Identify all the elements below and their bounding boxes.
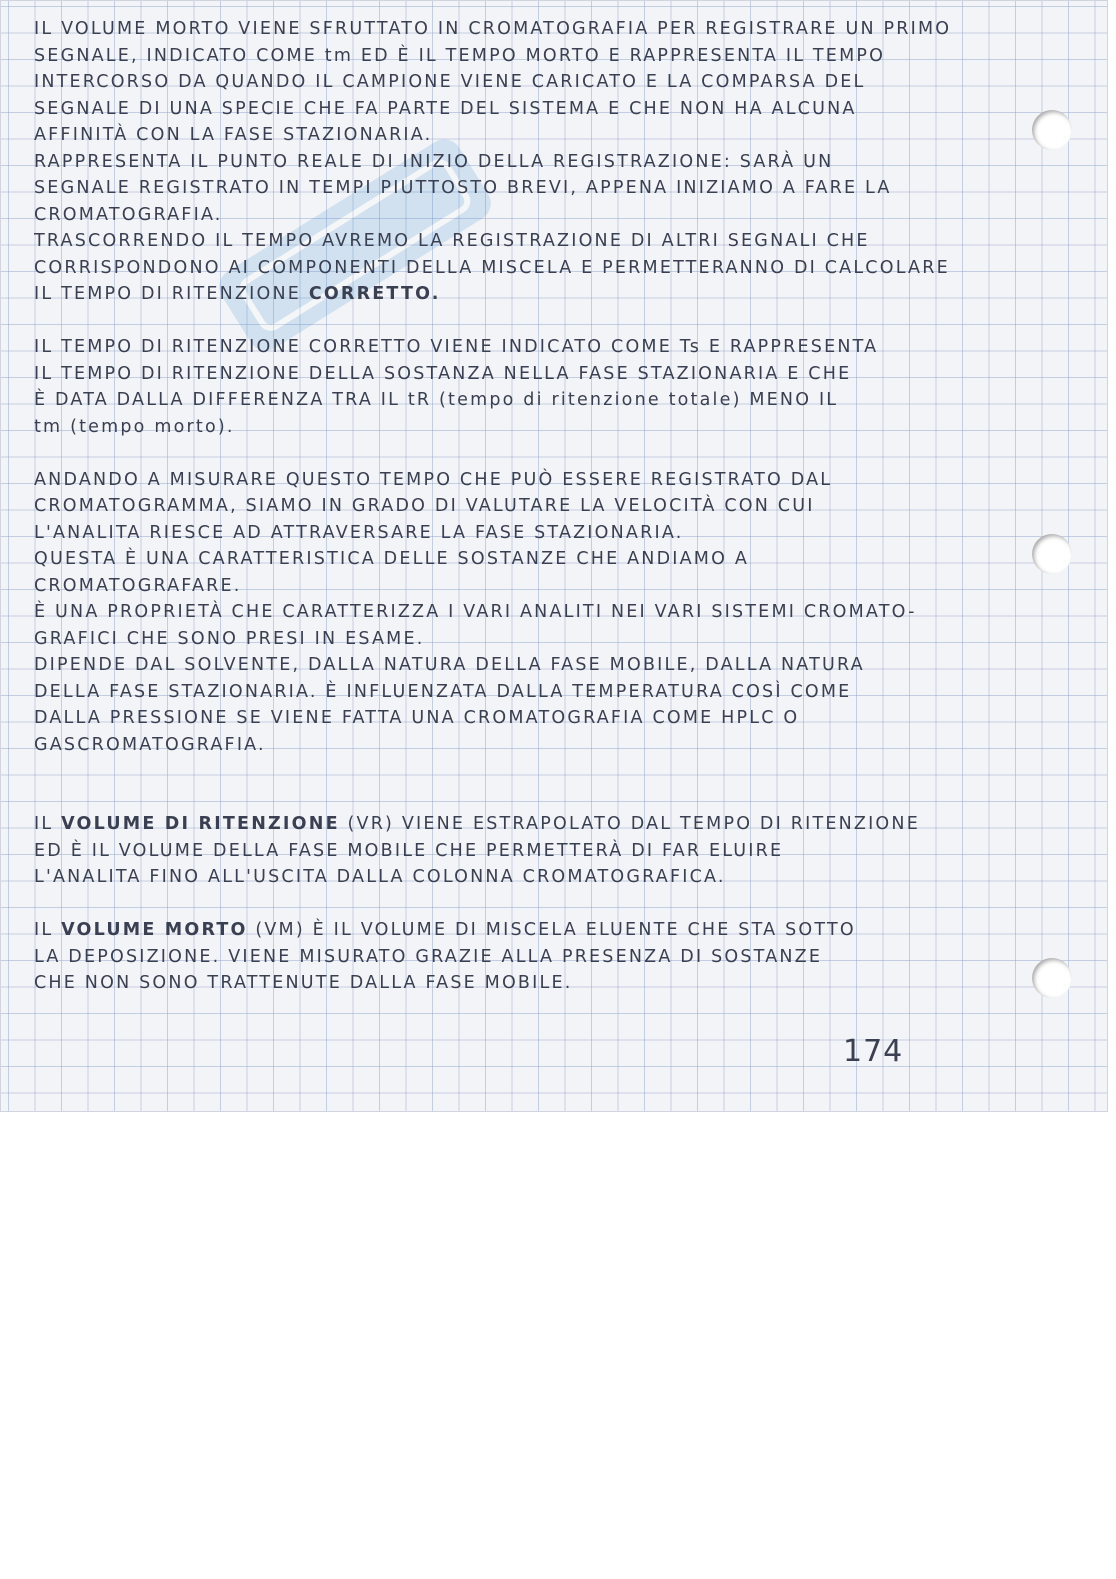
text-line: SEGNALE REGISTRATO IN TEMPI PIUTTOSTO BREVI, APPENA INIZIAMO A FARE LA (34, 178, 892, 198)
text-segment: IL (34, 920, 62, 940)
binder-hole (1032, 110, 1072, 150)
text-segment: (VR) VIENE ESTRAPOLATO DAL TEMPO DI RITENZIONE (339, 814, 920, 834)
binder-hole (1032, 958, 1072, 998)
paragraph-dead-volume-definition (34, 917, 1064, 997)
handwritten-notes (34, 16, 1064, 997)
paragraph-retention-volume (34, 811, 1064, 891)
text-line: LA DEPOSIZIONE. VIENE MISURATO GRAZIE ALLA PRESENZA DI SOSTANZE (34, 946, 823, 967)
text-line: L'ANALITA FINO ALL'USCITA DALLA COLONNA CROMATOGRAFICA. (34, 867, 726, 887)
paragraph-other-signals (34, 228, 1064, 308)
text-line: GASCROMATOGRAFIA. (34, 734, 266, 755)
text-line: IL TEMPO DI RITENZIONE DELLA SOSTANZA NELLA FASE STAZIONARIA E CHE (34, 363, 852, 384)
text-line (34, 811, 1064, 838)
text-line: RAPPRESENTA IL PUNTO REALE DI INIZIO DELLA REGISTRAZIONE: SARÀ UN (34, 151, 834, 172)
text-line: DALLA PRESSIONE SE VIENE FATTA UNA CROMATOGRAFIA COME HPLC O (34, 708, 800, 728)
paragraph-measuring-time (34, 467, 1064, 759)
text-line: CROMATOGRAFIA. (34, 204, 223, 225)
text-line: È UNA PROPRIETÀ CHE CARATTERIZZA I VARI ANALITI NEI VARI SISTEMI CROMATO- (34, 602, 917, 622)
paragraph-corrected-retention (34, 334, 1064, 440)
page-number: 174 (843, 1034, 904, 1069)
text-line: IL TEMPO DI RITENZIONE CORRETTO VIENE INDICATO COME Ts E RAPPRESENTA (34, 337, 879, 357)
bold-term: CORRETTO. (308, 284, 441, 304)
text-line: CORRISPONDONO AI COMPONENTI DELLA MISCELA E PERMETTERANNO DI CALCOLARE (34, 257, 950, 278)
text-line: TRASCORRENDO IL TEMPO AVREMO LA REGISTRAZIONE DI ALTRI SEGNALI CHE (34, 231, 870, 251)
text-line: L'ANALITA RIESCE AD ATTRAVERSARE LA FASE STAZIONARIA. (34, 522, 684, 543)
text-line: DELLA FASE STAZIONARIA. È INFLUENZATA DALLA TEMPERATURA COSÌ COME (34, 681, 852, 702)
text-segment: (VM) È IL VOLUME DI MISCELA ELUENTE CHE STA SOTTO (247, 920, 856, 940)
line-gap (34, 891, 1064, 918)
line-gap (34, 440, 1064, 467)
text-line: SEGNALE, INDICATO COME tm ED È IL TEMPO MORTO E RAPPRESENTA IL TEMPO (34, 45, 886, 66)
bold-term: VOLUME DI RITENZIONE (61, 814, 340, 834)
text-line (34, 917, 1064, 944)
text-line: CROMATOGRAFARE. (34, 575, 242, 596)
text-line: ED È IL VOLUME DELLA FASE MOBILE CHE PERMETTERÀ DI FAR ELUIRE (34, 840, 784, 861)
paragraph-start-point (34, 149, 1064, 229)
text-line (34, 281, 1064, 308)
text-line: È DATA DALLA DIFFERENZA TRA IL tR (tempo di ritenzione totale) MENO IL (34, 390, 839, 410)
text-line: DIPENDE DAL SOLVENTE, DALLA NATURA DELLA FASE MOBILE, DALLA NATURA (34, 655, 865, 675)
text-line: tm (tempo morto). (34, 416, 235, 437)
text-line: INTERCORSO DA QUANDO IL CAMPIONE VIENE CARICATO E LA COMPARSA DEL (34, 72, 866, 92)
text-line: ANDANDO A MISURARE QUESTO TEMPO CHE PUÒ ESSERE REGISTRATO DAL (34, 469, 833, 490)
bold-term: VOLUME MORTO (61, 920, 248, 940)
text-line: IL VOLUME MORTO VIENE SFRUTTATO IN CROMATOGRAFIA PER REGISTRARE UN PRIMO (34, 19, 952, 39)
binder-hole (1032, 534, 1072, 574)
text-line: SEGNALE DI UNA SPECIE CHE FA PARTE DEL SISTEMA E CHE NON HA ALCUNA (34, 98, 857, 119)
text-segment: IL (34, 814, 62, 834)
text-line: CROMATOGRAMMA, SIAMO IN GRADO DI VALUTARE LA VELOCITÀ CON CUI (34, 496, 815, 516)
paragraph-dead-volume (34, 16, 1064, 149)
text-line: GRAFICI CHE SONO PRESI IN ESAME. (34, 628, 425, 649)
text-segment: IL TEMPO DI RITENZIONE (34, 284, 309, 304)
text-line: QUESTA È UNA CARATTERISTICA DELLE SOSTANZE CHE ANDIAMO A (34, 549, 750, 569)
line-gap (34, 308, 1064, 335)
text-line: CHE NON SONO TRATTENUTE DALLA FASE MOBILE. (34, 973, 573, 993)
text-line: AFFINITÀ CON LA FASE STAZIONARIA. (34, 125, 433, 145)
line-gap (34, 758, 1064, 811)
